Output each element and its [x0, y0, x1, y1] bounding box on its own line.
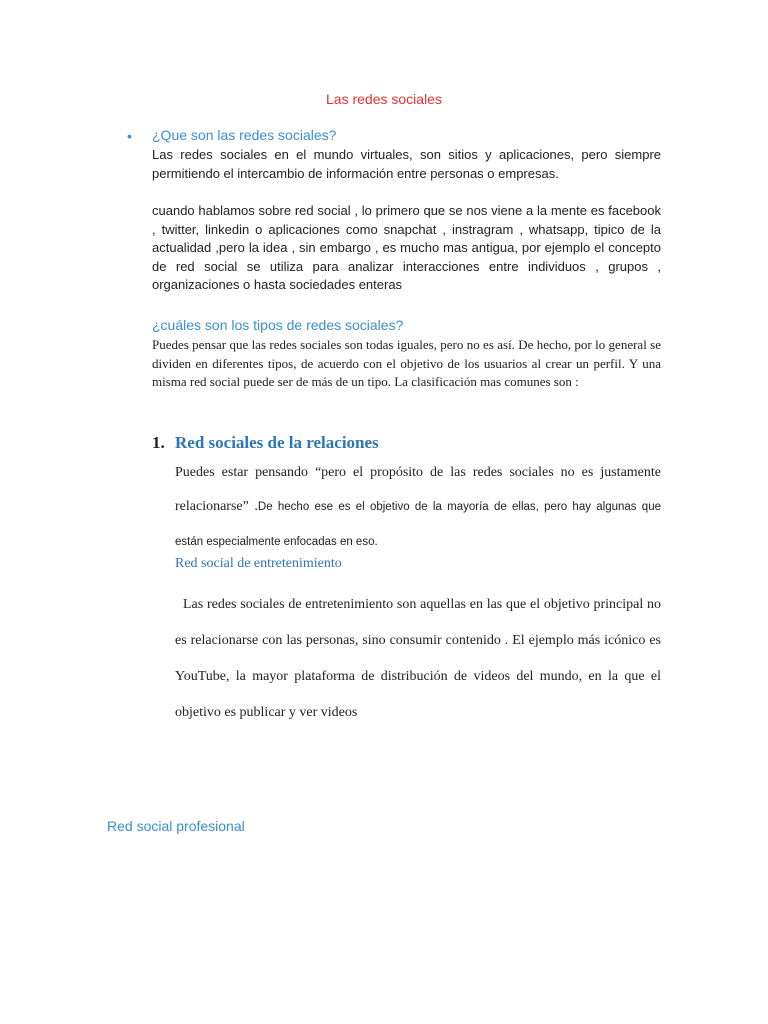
bullet-marker: •: [127, 128, 132, 144]
list-number: 1.: [152, 433, 165, 452]
paragraph-relaciones-sans: De hecho ese es el objetivo de la mayoría de ellas, pero hay algunas que están especialmente enfocadas en eso.: [175, 501, 661, 548]
paragraph-definicion: Las redes sociales en el mundo virtuales, son sitios y aplicaciones, pero siempre permitiendo el intercambio de información entre personas o empresas.: [152, 147, 661, 181]
paragraph-relaciones: [175, 455, 661, 559]
paragraph-tipos: Puedes pensar que las redes sociales son todas iguales, pero no es así. De hecho, por lo general se dividen en diferentes tipos, de acuerdo con el objetivo de los usuarios al crear un perfil. Y una misma red social puede ser de más de un tipo. La clasificación mas comunes son :: [152, 337, 661, 389]
document-title: Las redes sociales: [326, 91, 442, 107]
section-heading-que-son: ¿Que son las redes sociales?: [152, 127, 337, 143]
paragraph-entretenimiento: Las redes sociales de entretenimiento son aquellas en las que el objetivo principal no es relacionarse con las personas, sino consumir contenido . El ejemplo más icónico es YouTube, la mayor plataforma de distribución de videos del mundo, en la que el objetivo es publicar y ver videos: [175, 597, 661, 720]
list-heading-relaciones: Red sociales de la relaciones: [175, 433, 379, 452]
paragraph-ejemplos: cuando hablamos sobre red social , lo primero que se nos viene a la mente es facebook , twitter, linkedin o aplicaciones como snapchat , instragram , whatsapp, tipico de la actualidad ,pero la idea , sin embargo , es mucho mas antigua, por ejemplo el concepto de red social se utiliza para analizar interacciones entre individuos , grupos , organizaciones o hasta sociedades enteras: [152, 203, 661, 292]
paragraph-relaciones-serif: Puedes estar pensando “pero el propósito de las redes sociales no es justamente relacionarse” .: [175, 465, 661, 514]
section-heading-tipos: ¿cuáles son los tipos de redes sociales?: [152, 317, 404, 333]
subheading-entretenimiento: Red social de entretenimiento: [175, 556, 342, 571]
section-heading-profesional: Red social profesional: [107, 818, 245, 834]
